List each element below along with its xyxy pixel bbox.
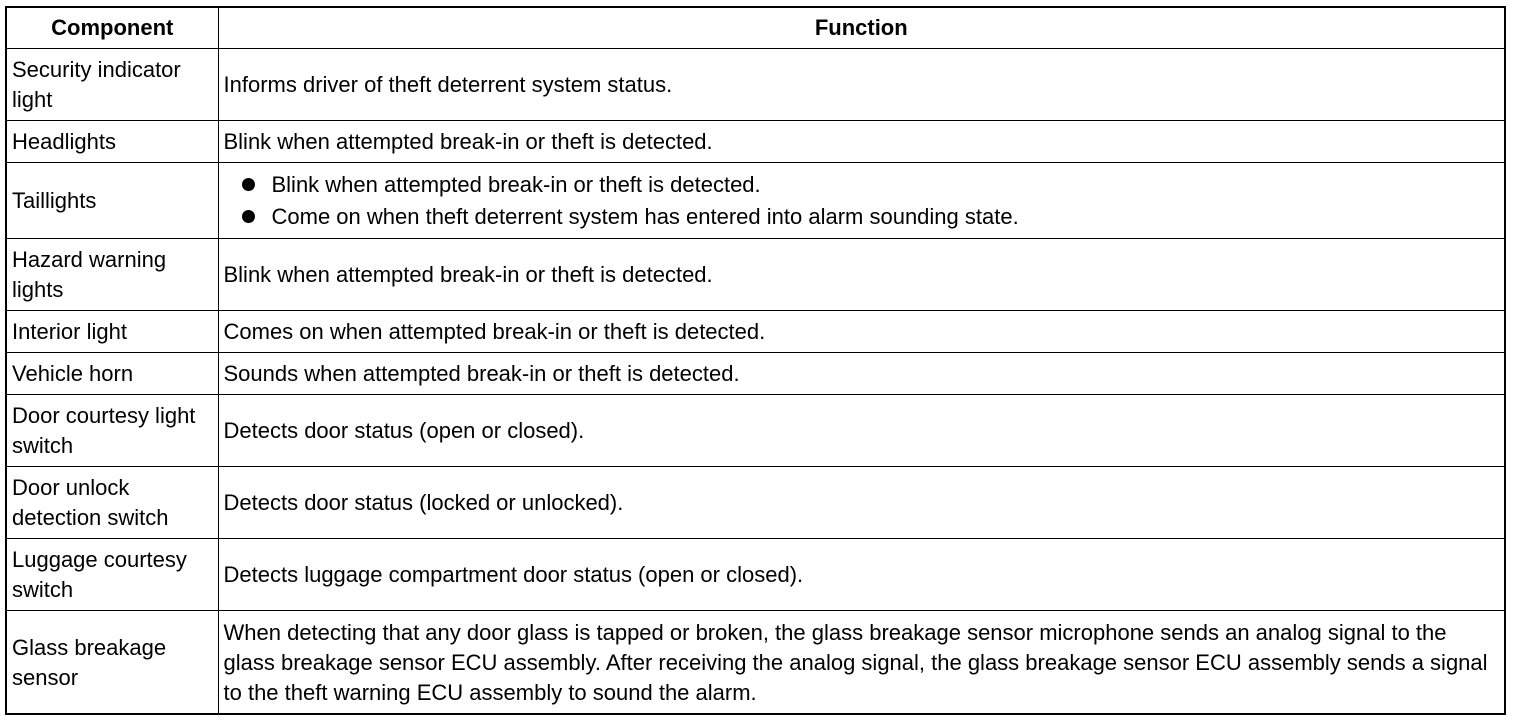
function-cell: When detecting that any door glass is tapped or broken, the glass breakage sensor microphone sends an analog signal to the glass breakage sensor ECU assembly. After receiving the analog signal, the glass breakage sensor ECU assembly sends a signal to the theft warning ECU assembly to sound the alarm. <box>218 611 1504 715</box>
bullet-icon <box>242 178 255 191</box>
function-cell: Informs driver of theft deterrent system status. <box>218 49 1504 121</box>
function-cell: Blink when attempted break-in or theft is detected. <box>218 121 1504 163</box>
bullet-icon <box>242 210 255 223</box>
list-item <box>242 169 1500 201</box>
function-cell: Sounds when attempted break-in or theft is detected. <box>218 353 1504 395</box>
function-cell: Comes on when attempted break-in or theft is detected. <box>218 311 1504 353</box>
table-row <box>7 353 1504 395</box>
table-row <box>7 49 1504 121</box>
component-cell: Taillights <box>7 163 218 239</box>
component-cell: Door courtesy light switch <box>7 395 218 467</box>
function-cell: Blink when attempted break-in or theft is detected. <box>218 239 1504 311</box>
component-cell: Door unlock detection switch <box>7 467 218 539</box>
function-cell <box>218 163 1504 239</box>
component-cell: Security indicator light <box>7 49 218 121</box>
function-cell: Detects door status (locked or unlocked). <box>218 467 1504 539</box>
table-row <box>7 121 1504 163</box>
table-row <box>7 539 1504 611</box>
column-header-function: Function <box>218 8 1504 49</box>
function-cell: Detects luggage compartment door status (open or closed). <box>218 539 1504 611</box>
component-cell: Glass breakage sensor <box>7 611 218 715</box>
component-cell: Hazard warning lights <box>7 239 218 311</box>
table-row <box>7 163 1504 239</box>
component-cell: Vehicle horn <box>7 353 218 395</box>
bullet-text: Blink when attempted break-in or theft is detected. <box>271 171 761 197</box>
spec-table <box>7 8 1504 715</box>
component-function-table <box>5 6 1506 715</box>
column-header-component: Component <box>7 8 218 49</box>
component-cell: Headlights <box>7 121 218 163</box>
table-row <box>7 395 1504 467</box>
list-item <box>242 201 1500 233</box>
table-row <box>7 611 1504 715</box>
component-cell: Interior light <box>7 311 218 353</box>
table-row <box>7 467 1504 539</box>
function-cell: Detects door status (open or closed). <box>218 395 1504 467</box>
bullet-text: Come on when theft deterrent system has entered into alarm sounding state. <box>271 203 1019 229</box>
bullet-list <box>224 169 1500 233</box>
component-cell: Luggage courtesy switch <box>7 539 218 611</box>
table-row <box>7 311 1504 353</box>
table-row <box>7 239 1504 311</box>
header-row <box>7 8 1504 49</box>
